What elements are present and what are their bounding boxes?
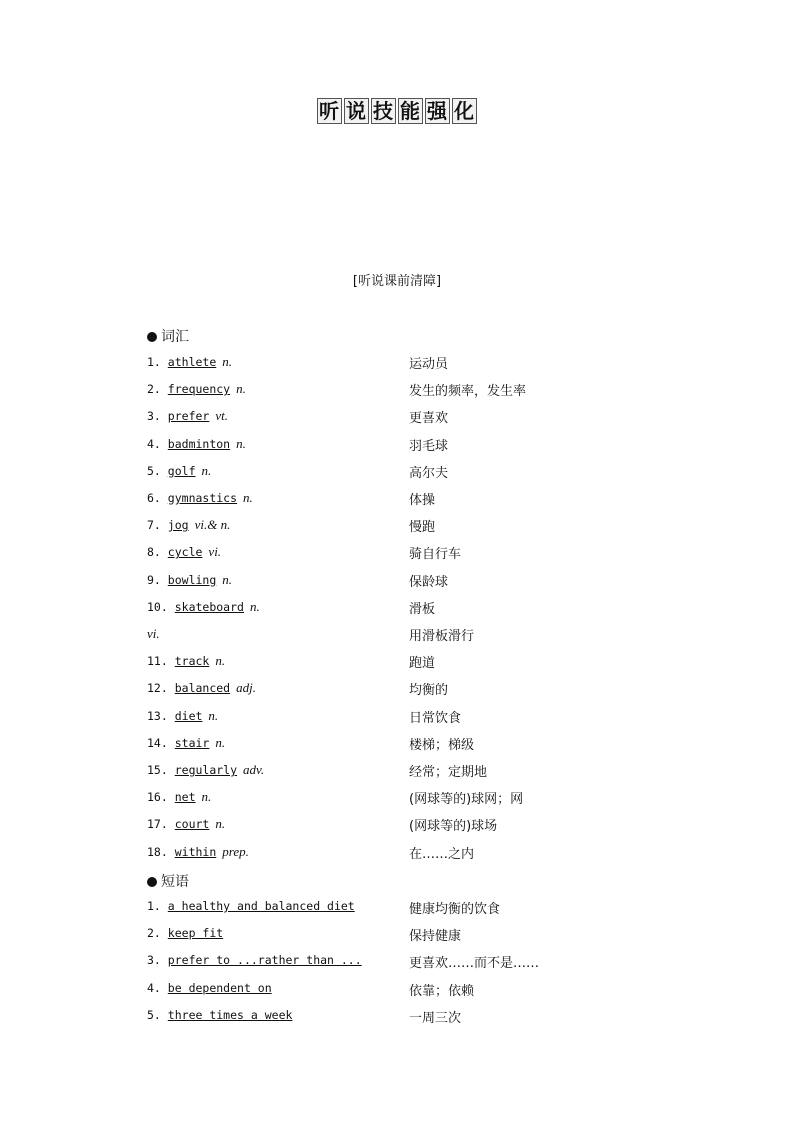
phrase-text: be dependent on (167, 980, 272, 995)
title-char: 强 (427, 99, 448, 123)
translation: 运动员 (409, 357, 449, 372)
list-item (147, 436, 667, 456)
part-of-speech: n. (201, 462, 212, 478)
item-number: 18. (147, 844, 168, 859)
list-item (147, 735, 667, 755)
part-of-speech: n. (236, 435, 246, 451)
part-of-speech: n. (215, 653, 226, 669)
part-of-speech: n. (215, 816, 226, 832)
translation: 经常；定期地 (409, 765, 488, 780)
list-item (147, 762, 667, 782)
item-number: 3. (147, 953, 161, 968)
title-char: 化 (454, 99, 475, 123)
part-of-speech: n. (236, 381, 246, 397)
part-of-speech: n. (208, 707, 219, 723)
vocab-word: cycle (167, 545, 203, 560)
translation: (网球等的)球网；网 (409, 792, 524, 808)
part-of-speech: n. (222, 571, 233, 587)
list-item (147, 544, 667, 564)
title-char: 说 (346, 99, 367, 123)
part-of-speech: vi. (147, 626, 160, 641)
translation: 跑道 (409, 656, 436, 672)
translation: 一周三次 (409, 1010, 462, 1026)
translation: 更喜欢……而不是…… (409, 956, 540, 972)
vocab-word: badminton (167, 436, 231, 451)
term (147, 517, 230, 533)
translation: 均衡的 (409, 683, 449, 699)
term (147, 735, 225, 751)
item-number: 12. (147, 681, 168, 696)
list-item (147, 381, 667, 401)
vocab-word: regularly (174, 763, 238, 777)
item-number: 17. (147, 817, 168, 832)
part-of-speech: n. (222, 354, 233, 369)
translation: 楼梯；梯级 (409, 737, 475, 753)
item-number: 7. (147, 518, 161, 533)
vocab-word: frequency (167, 382, 231, 397)
list-item (147, 981, 667, 1001)
vocab-word: skateboard (174, 599, 244, 614)
part-of-speech: n. (249, 598, 260, 614)
translation: 发生的频率，发生率 (409, 384, 527, 400)
item-number: 10. (147, 599, 168, 614)
item-number: 6. (147, 491, 161, 505)
term (147, 1008, 292, 1022)
title-char: 听 (319, 99, 340, 123)
item-number: 3. (147, 409, 161, 424)
title-char: 能 (400, 99, 421, 123)
translation: 滑板 (409, 601, 436, 617)
phrase-heading-label: 短语 (161, 874, 189, 890)
translation: 更喜欢 (409, 411, 449, 427)
term (147, 354, 232, 370)
title-char: 技 (373, 99, 394, 123)
list-item (147, 572, 667, 592)
translation: 依靠；依赖 (409, 983, 475, 999)
term (147, 436, 246, 452)
translation: 用滑板滑行 (409, 629, 475, 644)
item-number: 1. (147, 355, 161, 369)
term (147, 981, 272, 995)
list-item (147, 926, 667, 946)
item-number: 16. (147, 790, 168, 805)
vocab-word: golf (167, 463, 196, 478)
term (147, 953, 362, 967)
list-item (147, 708, 667, 728)
item-number: 4. (147, 436, 161, 451)
translation: 日常饮食 (409, 710, 462, 726)
list-item (147, 490, 667, 510)
vocab-word: athlete (167, 355, 217, 369)
item-number: 8. (147, 545, 161, 560)
part-of-speech: n. (201, 789, 212, 805)
list-item (147, 626, 667, 646)
phrase-text: keep fit (167, 926, 224, 941)
vocab-word: bowling (167, 572, 217, 587)
translation: 在……之内 (409, 846, 475, 862)
term (147, 816, 225, 832)
vocab-word: court (174, 817, 210, 832)
part-of-speech: n. (215, 734, 226, 750)
list-item (147, 680, 667, 700)
term (147, 626, 160, 642)
term (147, 708, 218, 724)
translation: 高尔夫 (409, 465, 449, 481)
translation: 保龄球 (409, 574, 449, 590)
term (147, 544, 221, 560)
item-number: 1. (147, 899, 161, 913)
item-number: 13. (147, 708, 168, 723)
translation: 羽毛球 (409, 438, 449, 454)
item-number: 15. (147, 763, 168, 777)
translation: 慢跑 (409, 520, 436, 536)
part-of-speech: n. (243, 490, 253, 505)
translation: 保持健康 (409, 929, 462, 945)
vocab-word: net (174, 790, 196, 805)
list-item (147, 517, 667, 537)
list-item (147, 844, 667, 864)
item-number: 11. (147, 654, 168, 669)
vocab-heading-label: 词汇 (161, 329, 189, 345)
bullet-icon (147, 877, 157, 887)
list-item (147, 599, 667, 619)
list-item (147, 354, 667, 374)
part-of-speech: vt. (215, 408, 228, 424)
item-number: 5. (147, 1007, 161, 1022)
item-number: 2. (147, 382, 161, 397)
phrase-text: prefer to ...rather than ... (167, 953, 362, 968)
vocab-heading (147, 326, 189, 346)
list-item (147, 789, 667, 809)
term (147, 599, 260, 615)
translation: 骑自行车 (409, 547, 462, 563)
list-item (147, 408, 667, 428)
item-number: 2. (147, 926, 161, 941)
translation: 体操 (409, 493, 436, 508)
part-of-speech: adv. (243, 762, 265, 777)
term (147, 653, 225, 669)
term (147, 463, 211, 479)
list-item (147, 1008, 667, 1028)
term (147, 789, 211, 805)
term (147, 490, 253, 506)
vocab-word: jog (167, 518, 189, 533)
phrase-text: a healthy and balanced diet (167, 899, 355, 913)
item-number: 4. (147, 980, 161, 995)
vocab-word: stair (174, 735, 210, 750)
item-number: 5. (147, 463, 161, 478)
vocab-word: diet (174, 708, 203, 723)
section-subtitle: [听说课前清障] (352, 274, 442, 289)
term (147, 381, 246, 397)
list-item (147, 953, 667, 973)
term (147, 680, 256, 696)
part-of-speech: vi.& n. (194, 517, 231, 533)
list-item (147, 463, 667, 483)
bullet-icon (147, 332, 157, 342)
vocab-word: balanced (174, 681, 231, 696)
term (147, 926, 223, 940)
translation: (网球等的)球场 (409, 819, 498, 835)
list-item (147, 899, 667, 919)
part-of-speech: adj. (236, 680, 256, 696)
vocab-word: track (174, 654, 210, 669)
part-of-speech: vi. (208, 544, 222, 560)
translation: 健康均衡的饮食 (409, 902, 501, 917)
item-number: 14. (147, 735, 168, 750)
term (147, 844, 249, 860)
vocab-word: gymnastics (167, 491, 238, 505)
term (147, 408, 228, 424)
page-title (0, 98, 794, 124)
vocab-word: prefer (167, 409, 210, 424)
vocab-word: within (174, 844, 217, 859)
list-item (147, 816, 667, 836)
phrase-text: three times a week (167, 1007, 293, 1022)
phrase-heading (147, 871, 189, 891)
term (147, 899, 355, 913)
list-item (147, 653, 667, 673)
item-number: 9. (147, 572, 161, 587)
term (147, 762, 264, 778)
part-of-speech: prep. (222, 843, 249, 859)
term (147, 572, 232, 588)
